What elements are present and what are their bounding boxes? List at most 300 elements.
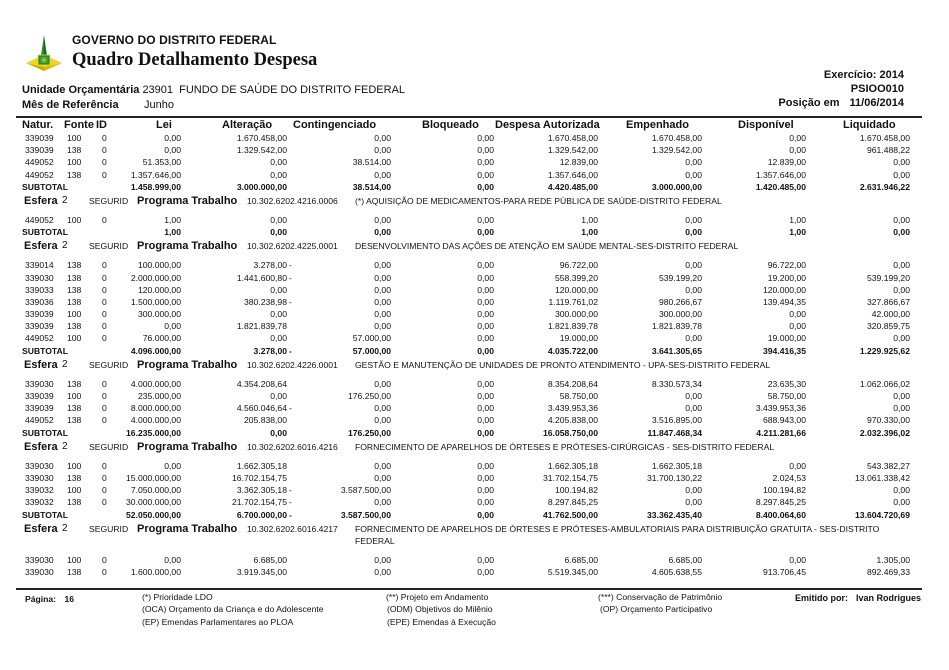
- note-oca: (OCA) Orçamento da Criança e do Adolescente: [142, 604, 324, 614]
- fonte-cell: 138: [67, 378, 82, 389]
- report-title: Quadro Detalhamento Despesa: [72, 50, 318, 70]
- contingenciado-cell: 0,00: [374, 296, 391, 307]
- id-cell: 0: [102, 145, 107, 156]
- contingenciado-cell: 3.587.500,00: [340, 485, 391, 496]
- col-natur: Natur.: [22, 119, 54, 131]
- org-name: GOVERNO DO DISTRITO FEDERAL: [72, 33, 277, 47]
- liquidado-cell: 320.859,75: [866, 321, 910, 332]
- empenhado-cell: 0,00: [685, 169, 702, 180]
- empenhado-cell: 0,00: [685, 260, 702, 271]
- alteracao-cell: 0,00: [270, 157, 287, 168]
- table-row: [0, 296, 949, 308]
- alteracao-cell: 1.670.458,00: [236, 133, 287, 143]
- esfera-row: [0, 521, 949, 549]
- unidade-label: Unidade Orçamentária: [22, 84, 140, 96]
- despesa-autorizada-subtotal: 4.420.485,00: [547, 181, 598, 192]
- alteracao-cell: 0,00: [270, 169, 287, 180]
- esfera-label: Esfera: [24, 358, 58, 371]
- note-epe: (EPE) Emendas à Execução: [387, 617, 496, 627]
- fonte-cell: 138: [67, 260, 82, 271]
- table-row: [0, 259, 949, 271]
- alteracao-sign: -: [289, 296, 292, 307]
- table-row: [0, 284, 949, 296]
- esfera-segment: SEGURID: [89, 195, 129, 206]
- empenhado-subtotal: 0,00: [685, 227, 702, 238]
- lei-cell: 120.000,00: [137, 284, 181, 295]
- contingenciado-cell: 0,00: [374, 214, 391, 225]
- fonte-cell: 100: [67, 554, 82, 565]
- alteracao-cell: 3.278,00: [253, 260, 287, 271]
- despesa-autorizada-cell: 4.205.838,00: [547, 415, 598, 426]
- fonte-cell: 100: [67, 391, 82, 401]
- liquidado-cell: 1.670.458,00: [859, 133, 910, 143]
- despesa-autorizada-cell: 1.821.839,78: [547, 321, 598, 332]
- fonte-cell: 138: [67, 403, 82, 414]
- alteracao-sign: -: [289, 260, 292, 271]
- bloqueado-cell: 0,00: [477, 554, 494, 565]
- mes-referencia: [22, 99, 174, 111]
- contingenciado-cell: 0,00: [374, 145, 391, 156]
- disponivel-cell: 1,00: [789, 214, 806, 225]
- fonte-cell: 138: [67, 415, 82, 426]
- esfera-number: 2: [62, 440, 68, 452]
- lei-cell: 0,00: [164, 321, 181, 332]
- note-prioridade-ldo: (*) Prioridade LDO: [142, 592, 213, 602]
- natur-cell: 339039: [25, 145, 54, 156]
- alteracao-cell: 0,00: [270, 309, 287, 320]
- natur-cell: 449052: [25, 169, 54, 180]
- programa-trabalho-label: Programa Trabalho: [137, 440, 238, 453]
- liquidado-subtotal: 13.604.720,69: [855, 509, 910, 520]
- lei-cell: 1,00: [164, 214, 181, 225]
- natur-cell: 339039: [25, 321, 54, 332]
- disponivel-cell: 0,00: [789, 321, 806, 332]
- table-row: [0, 460, 949, 472]
- col-id: ID: [96, 119, 107, 131]
- esfera-segment: SEGURID: [89, 441, 129, 452]
- table-row: [0, 320, 949, 332]
- alteracao-cell: 0,00: [270, 333, 287, 344]
- contingenciado-cell: 0,00: [374, 133, 391, 143]
- alteracao-subtotal-sign: -: [289, 509, 292, 520]
- id-cell: 0: [102, 169, 107, 180]
- disponivel-cell: 120.000,00: [762, 284, 806, 295]
- empenhado-cell: 0,00: [685, 284, 702, 295]
- lei-cell: 235.000,00: [137, 391, 181, 401]
- natur-cell: 339039: [25, 309, 54, 320]
- lei-cell: 30.000.000,00: [126, 497, 181, 508]
- liquidado-cell: 892.469,33: [866, 566, 910, 577]
- empenhado-cell: 4.605.638,55: [651, 566, 702, 577]
- col-lei: Lei: [156, 119, 172, 131]
- lei-cell: 0,00: [164, 133, 181, 143]
- disponivel-cell: 96.722,00: [767, 260, 806, 271]
- disponivel-subtotal: 8.400.064,60: [755, 509, 806, 520]
- disponivel-cell: 0,00: [789, 554, 806, 565]
- alteracao-cell: 3.919.345,00: [236, 566, 287, 577]
- lei-subtotal: 16.235.000,00: [126, 427, 181, 438]
- fonte-cell: 138: [67, 497, 82, 508]
- empenhado-cell: 0,00: [685, 333, 702, 344]
- fonte-cell: 138: [67, 472, 82, 483]
- empenhado-cell: 0,00: [685, 214, 702, 225]
- despesa-autorizada-cell: 8.297.845,25: [547, 497, 598, 508]
- natur-cell: 339030: [25, 554, 54, 565]
- lei-cell: 1.600.000,00: [130, 566, 181, 577]
- bloqueado-cell: 0,00: [477, 309, 494, 320]
- empenhado-cell: 6.685,00: [668, 554, 702, 565]
- alteracao-sign: -: [289, 497, 292, 508]
- natur-cell: 339014: [25, 260, 54, 271]
- empenhado-cell: 1.662.305,18: [651, 460, 702, 471]
- col-alteracao: Alteração: [222, 119, 273, 131]
- empenhado-cell: 300.000,00: [658, 309, 702, 320]
- esfera-number: 2: [62, 358, 68, 370]
- programa-trabalho-code: 10.302.6202.6016.4216: [247, 441, 338, 452]
- emitido-por: [795, 593, 921, 603]
- bloqueado-cell: 0,00: [477, 566, 494, 577]
- lei-cell: 2.000.000,00: [130, 272, 181, 283]
- esfera-number: 2: [62, 522, 68, 534]
- gdf-logo-icon: [24, 33, 64, 73]
- table-row: [0, 554, 949, 566]
- empenhado-cell: 0,00: [685, 391, 702, 401]
- esfera-row: [0, 238, 949, 254]
- table-row: [0, 272, 949, 284]
- bloqueado-subtotal: 0,00: [477, 427, 494, 438]
- bloqueado-subtotal: 0,00: [477, 509, 494, 520]
- id-cell: 0: [102, 566, 107, 577]
- alteracao-subtotal: 3.278,00: [253, 345, 287, 356]
- table-row: [0, 144, 949, 156]
- empenhado-cell: 1.329.542,00: [651, 145, 702, 156]
- liquidado-subtotal: 1.229.925,62: [859, 345, 910, 356]
- disponivel-cell: 139.494,35: [762, 296, 806, 307]
- disponivel-cell: 23.635,30: [767, 378, 806, 389]
- alteracao-cell: 4.560.046,64: [236, 403, 287, 414]
- alteracao-sign: -: [289, 403, 292, 414]
- fonte-cell: 100: [67, 309, 82, 320]
- table-row: [0, 156, 949, 168]
- empenhado-cell: 539.199,20: [658, 272, 702, 283]
- fonte-cell: 100: [67, 133, 82, 143]
- despesa-autorizada-cell: 19.000,00: [559, 333, 598, 344]
- despesa-autorizada-cell: 558.399,20: [554, 272, 598, 283]
- fonte-cell: 138: [67, 272, 82, 283]
- empenhado-cell: 0,00: [685, 403, 702, 414]
- alteracao-cell: 21.702.154,75: [232, 497, 287, 508]
- report-code: PSIOO010: [850, 83, 904, 95]
- contingenciado-cell: 0,00: [374, 566, 391, 577]
- natur-cell: 339039: [25, 403, 54, 414]
- empenhado-cell: 1.670.458,00: [651, 133, 702, 143]
- alteracao-sign: -: [289, 272, 292, 283]
- contingenciado-cell: 0,00: [374, 403, 391, 414]
- despesa-autorizada-cell: 1.662.305,18: [547, 460, 598, 471]
- disponivel-cell: 913.706,45: [762, 566, 806, 577]
- contingenciado-cell: 0,00: [374, 378, 391, 389]
- fonte-cell: 100: [67, 460, 82, 471]
- contingenciado-subtotal: 3.587.500,00: [340, 509, 391, 520]
- lei-cell: 100.000,00: [137, 260, 181, 271]
- lei-cell: 1.357.646,00: [130, 169, 181, 180]
- col-fonte: Fonte: [64, 119, 94, 131]
- disponivel-cell: 12.839,00: [767, 157, 806, 168]
- lei-subtotal: 52.050.000,00: [126, 509, 181, 520]
- fonte-cell: 100: [67, 485, 82, 496]
- programa-trabalho-code: 10.302.6202.4216.0006: [247, 195, 338, 206]
- despesa-autorizada-cell: 1.670.458,00: [547, 133, 598, 143]
- unidade-orcamentaria: [22, 84, 405, 96]
- liquidado-cell: 0,00: [893, 157, 910, 168]
- subtotal-row: [0, 345, 949, 357]
- contingenciado-subtotal: 38.514,00: [352, 181, 391, 192]
- empenhado-subtotal: 3.641.305,65: [651, 345, 702, 356]
- disponivel-cell: 100.194,82: [762, 485, 806, 496]
- esfera-label: Esfera: [24, 194, 58, 207]
- id-cell: 0: [102, 391, 107, 401]
- natur-cell: 339030: [25, 272, 54, 283]
- natur-cell: 449052: [25, 333, 54, 344]
- disponivel-cell: 8.297.845,25: [755, 497, 806, 508]
- page-indicator: [25, 594, 74, 604]
- programa-trabalho-code: 10.302.6202.4225.0001: [247, 241, 338, 252]
- empenhado-subtotal: 11.847.468,34: [647, 427, 702, 438]
- despesa-autorizada-cell: 8.354.208,64: [547, 378, 598, 389]
- alteracao-subtotal: 0,00: [270, 227, 287, 238]
- esfera-row: [0, 193, 949, 209]
- programa-trabalho-desc: DESENVOLVIMENTO DAS AÇÕES DE ATENÇÃO EM SAÚDE MENTAL-SES-DISTRITO FEDERAL: [355, 241, 739, 252]
- bloqueado-subtotal: 0,00: [477, 345, 494, 356]
- programa-trabalho-code: 10.302.6202.4226.0001: [247, 359, 338, 370]
- lei-cell: 0,00: [164, 145, 181, 156]
- programa-trabalho-label: Programa Trabalho: [137, 240, 238, 253]
- liquidado-cell: 1.062.066,02: [859, 378, 910, 389]
- disponivel-subtotal: 1.420.485,00: [755, 181, 806, 192]
- contingenciado-cell: 0,00: [374, 460, 391, 471]
- esfera-segment: SEGURID: [89, 523, 129, 534]
- empenhado-cell: 1.821.839,78: [651, 321, 702, 332]
- lei-cell: 300.000,00: [137, 309, 181, 320]
- col-empenhado: Empenhado: [626, 119, 689, 131]
- alteracao-subtotal-sign: -: [289, 345, 292, 356]
- natur-cell: 339030: [25, 472, 54, 483]
- despesa-autorizada-cell: 120.000,00: [554, 284, 598, 295]
- liquidado-subtotal: 0,00: [893, 227, 910, 238]
- contingenciado-subtotal: 0,00: [374, 227, 391, 238]
- id-cell: 0: [102, 554, 107, 565]
- id-cell: 0: [102, 378, 107, 389]
- liquidado-cell: 961.488,22: [866, 145, 910, 156]
- natur-cell: 339032: [25, 485, 54, 496]
- bloqueado-cell: 0,00: [477, 157, 494, 168]
- mes-label: Mês de Referência: [22, 99, 119, 111]
- contingenciado-cell: 0,00: [374, 497, 391, 508]
- page-number: 16: [64, 594, 74, 604]
- table-row: [0, 484, 949, 496]
- lei-cell: 76.000,00: [142, 333, 181, 344]
- despesa-autorizada-cell: 12.839,00: [559, 157, 598, 168]
- programa-trabalho-code: 10.302.6202.6016.4217: [247, 523, 338, 534]
- esfera-number: 2: [62, 240, 68, 252]
- id-cell: 0: [102, 133, 107, 143]
- esfera-number: 2: [62, 194, 68, 206]
- lei-cell: 0,00: [164, 460, 181, 471]
- natur-cell: 339036: [25, 296, 54, 307]
- id-cell: 0: [102, 403, 107, 414]
- bloqueado-subtotal: 0,00: [477, 181, 494, 192]
- contingenciado-cell: 0,00: [374, 284, 391, 295]
- subtotal-row: [0, 226, 949, 238]
- fonte-cell: 138: [67, 566, 82, 577]
- alteracao-subtotal: 3.000.000,00: [236, 181, 287, 192]
- liquidado-cell: 42.000,00: [871, 309, 910, 320]
- note-projeto-andamento: (**) Projeto em Andamento: [386, 592, 489, 602]
- col-despesa-autorizada: Despesa Autorizada: [495, 119, 600, 131]
- disponivel-subtotal: 4.211.281,66: [756, 427, 806, 438]
- disponivel-subtotal: 394.416,35: [762, 345, 806, 356]
- lei-cell: 1.500.000,00: [130, 296, 181, 307]
- alteracao-cell: 0,00: [270, 214, 287, 225]
- lei-cell: 8.000.000,00: [130, 403, 181, 414]
- liquidado-cell: 970.330,00: [866, 415, 910, 426]
- id-cell: 0: [102, 214, 107, 225]
- table-row: [0, 402, 949, 414]
- liquidado-cell: 1.305,00: [876, 554, 910, 565]
- lei-cell: 15.000.000,00: [126, 472, 181, 483]
- programa-trabalho-desc: (*) AQUISIÇÃO DE MEDICAMENTOS-PARA REDE PÚBLICA DE SAÚDE-DISTRITO FEDERAL: [355, 195, 722, 206]
- id-cell: 0: [102, 333, 107, 344]
- contingenciado-cell: 57.000,00: [352, 333, 391, 344]
- lei-cell: 0,00: [164, 554, 181, 565]
- despesa-autorizada-cell: 100.194,82: [554, 485, 598, 496]
- liquidado-cell: 0,00: [893, 391, 910, 401]
- esfera-row: [0, 357, 949, 373]
- bloqueado-cell: 0,00: [477, 415, 494, 426]
- subtotal-label: SUBTOTAL: [22, 509, 68, 520]
- liquidado-cell: 0,00: [893, 284, 910, 295]
- bloqueado-cell: 0,00: [477, 403, 494, 414]
- note-op: (OP) Orçamento Participativo: [600, 604, 713, 614]
- despesa-autorizada-cell: 6.685,00: [564, 554, 598, 565]
- esfera-segment: SEGURID: [89, 241, 129, 252]
- despesa-autorizada-cell: 96.722,00: [559, 260, 598, 271]
- table-row: [0, 566, 949, 578]
- alteracao-cell: 1.441.600,80: [236, 272, 287, 283]
- disponivel-cell: 1.357.646,00: [755, 169, 806, 180]
- despesa-autorizada-cell: 3.439.953,36: [547, 403, 598, 414]
- contingenciado-cell: 0,00: [374, 309, 391, 320]
- col-liquidado: Liquidado: [843, 119, 896, 131]
- despesa-autorizada-cell: 1.119.761,02: [548, 296, 598, 307]
- bloqueado-subtotal: 0,00: [477, 227, 494, 238]
- note-conservacao-patrimonio: (***) Conservação de Patrimônio: [598, 592, 723, 602]
- table-row: [0, 169, 949, 181]
- contingenciado-cell: 0,00: [374, 272, 391, 283]
- fonte-cell: 100: [67, 333, 82, 344]
- table-header: [0, 118, 949, 132]
- fonte-cell: 100: [67, 214, 82, 225]
- id-cell: 0: [102, 309, 107, 320]
- empenhado-cell: 0,00: [685, 157, 702, 168]
- disponivel-cell: 19.200,00: [767, 272, 806, 283]
- fonte-cell: 138: [67, 145, 82, 156]
- subtotal-label: SUBTOTAL: [22, 427, 68, 438]
- expense-table: [0, 118, 949, 578]
- subtotal-row: [0, 181, 949, 193]
- liquidado-cell: 0,00: [893, 497, 910, 508]
- despesa-autorizada-cell: 1,00: [581, 214, 598, 225]
- natur-cell: 339030: [25, 378, 54, 389]
- natur-cell: 339030: [25, 460, 54, 471]
- disponivel-cell: 0,00: [789, 460, 806, 471]
- empenhado-subtotal: 3.000.000,00: [651, 181, 702, 192]
- natur-cell: 449052: [25, 214, 54, 225]
- despesa-autorizada-subtotal: 1,00: [581, 227, 598, 238]
- unidade-code: 23901: [142, 84, 174, 96]
- liquidado-subtotal: 2.631.946,22: [859, 181, 910, 192]
- id-cell: 0: [102, 296, 107, 307]
- liquidado-cell: 327.866,67: [866, 296, 910, 307]
- esfera-label: Esfera: [24, 522, 58, 535]
- table-row: [0, 472, 949, 484]
- contingenciado-cell: 0,00: [374, 415, 391, 426]
- lei-subtotal: 1,00: [164, 227, 181, 238]
- alteracao-subtotal: 0,00: [270, 427, 287, 438]
- bloqueado-cell: 0,00: [477, 497, 494, 508]
- contingenciado-subtotal: 57.000,00: [352, 345, 391, 356]
- disponivel-cell: 0,00: [789, 133, 806, 143]
- programa-trabalho-label: Programa Trabalho: [137, 522, 238, 535]
- alteracao-cell: 0,00: [270, 284, 287, 295]
- empenhado-cell: 0,00: [685, 485, 702, 496]
- bloqueado-cell: 0,00: [477, 284, 494, 295]
- alteracao-cell: 380.238,98: [243, 296, 287, 307]
- bloqueado-cell: 0,00: [477, 296, 494, 307]
- programa-trabalho-desc: FORNECIMENTO DE APARELHOS DE ÓRTESES E PRÓTESES-CIRÚRGICAS - SES-DISTRITO FEDERAL: [355, 441, 775, 452]
- empenhado-subtotal: 33.362.435,40: [647, 509, 702, 520]
- despesa-autorizada-subtotal: 16.058.750,00: [543, 427, 598, 438]
- alteracao-cell: 205.838,00: [243, 415, 287, 426]
- empenhado-cell: 31.700.130,22: [647, 472, 702, 483]
- lei-cell: 4.000.000,00: [130, 415, 181, 426]
- programa-trabalho-desc: FORNECIMENTO DE APARELHOS DE ÓRTESES E PRÓTESES-AMBULATORIAIS PARA DISTRIBUIÇÃO GRATUITA - SES-DISTRITO FEDERAL: [355, 523, 880, 546]
- bloqueado-cell: 0,00: [477, 133, 494, 143]
- bloqueado-cell: 0,00: [477, 260, 494, 271]
- esfera-row: [0, 439, 949, 455]
- fonte-cell: 138: [67, 169, 82, 180]
- fonte-cell: 138: [67, 284, 82, 295]
- programa-trabalho-label: Programa Trabalho: [137, 358, 238, 371]
- table-row: [0, 132, 949, 144]
- col-bloqueado: Bloqueado: [422, 119, 479, 131]
- despesa-autorizada-cell: 31.702.154,75: [543, 472, 598, 483]
- col-disponivel: Disponível: [738, 119, 794, 131]
- lei-cell: 4.000.000,00: [130, 378, 181, 389]
- alteracao-cell: 3.362.305,18: [236, 485, 287, 496]
- despesa-autorizada-cell: 1.357.646,00: [547, 169, 598, 180]
- emitido-name: Ivan Rodrigues: [855, 593, 921, 603]
- bloqueado-cell: 0,00: [477, 391, 494, 401]
- posicao-label: Posição em: [778, 97, 840, 109]
- contingenciado-cell: 0,00: [374, 321, 391, 332]
- posicao-value: 11/06/2014: [849, 97, 904, 109]
- despesa-autorizada-cell: 1.329.542,00: [547, 145, 598, 156]
- emitido-label: Emitido por:: [794, 593, 848, 603]
- alteracao-cell: 16.702.154,75: [232, 472, 287, 483]
- despesa-autorizada-cell: 5.519.345,00: [547, 566, 598, 577]
- esfera-label: Esfera: [24, 440, 58, 453]
